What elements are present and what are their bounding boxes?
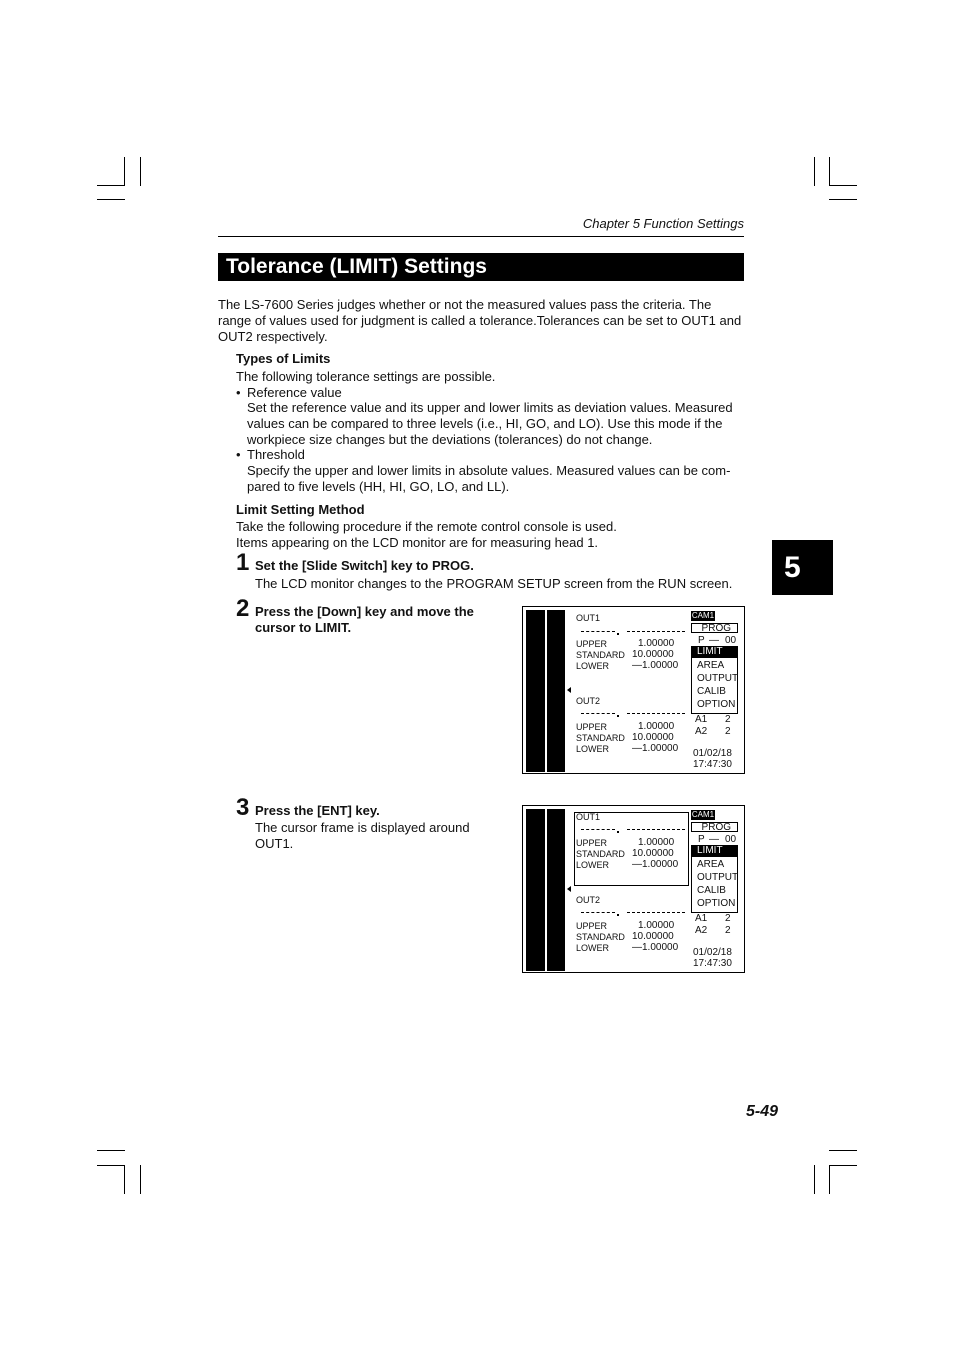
- method-desc: Take the following procedure if the remote control console is used. Items appearing on the LCD monitor are for measuring head 1.: [236, 519, 617, 550]
- program-p-label: P: [698, 834, 705, 845]
- crop-mark: [97, 199, 125, 200]
- menu-item-option[interactable]: OPTION: [697, 699, 736, 710]
- time: 17:47:30: [693, 759, 732, 770]
- lower-value: —1.00000: [632, 660, 679, 671]
- chapter-tab: 5: [772, 540, 833, 595]
- menu-item-option[interactable]: OPTION: [697, 898, 736, 909]
- lcd-screen-limit-cursor: [522, 606, 745, 774]
- a1-value: 2: [725, 913, 731, 924]
- standard-value: 10.00000: [632, 931, 674, 942]
- a1-value: 2: [725, 714, 731, 725]
- program-separator: —: [709, 635, 719, 646]
- lcd-black-bar: [547, 809, 565, 971]
- out2-label: OUT2: [576, 696, 601, 706]
- cursor-arrow-icon: [567, 687, 571, 693]
- menu-item-calib[interactable]: CALIB: [697, 885, 726, 896]
- reference-label: Reference value: [247, 385, 342, 400]
- step-2-title: Press the [Down] key and move the cursor to LIMIT.: [255, 604, 474, 635]
- program-number: 00: [725, 834, 737, 845]
- upper-label: UPPER: [576, 838, 608, 848]
- threshold-label: Threshold: [247, 447, 305, 462]
- step-1-desc: The LCD monitor changes to the PROGRAM SETUP screen from the RUN screen.: [255, 576, 733, 591]
- menu-item-output[interactable]: OUTPUT: [697, 872, 739, 883]
- page-title: Tolerance (LIMIT) Settings: [218, 253, 744, 281]
- standard-label: STANDARD: [576, 932, 625, 942]
- standard-label: STANDARD: [576, 650, 625, 660]
- crop-mark: [97, 1165, 125, 1166]
- crop-mark: [829, 1165, 830, 1194]
- crop-mark: [140, 157, 141, 186]
- menu-item-calib[interactable]: CALIB: [697, 686, 726, 697]
- lower-value: —1.00000: [632, 859, 679, 870]
- method-heading: Limit Setting Method: [236, 502, 365, 517]
- a1-label: A1: [695, 714, 708, 725]
- upper-label: UPPER: [576, 639, 608, 649]
- cursor-arrow-icon: [567, 886, 571, 892]
- out1-label: OUT1: [576, 613, 601, 623]
- menu-item-area[interactable]: AREA: [697, 859, 725, 870]
- upper-value: 1.00000: [638, 920, 675, 931]
- time: 17:47:30: [693, 958, 732, 969]
- standard-value: 10.00000: [632, 732, 674, 743]
- upper-value: 1.00000: [638, 721, 675, 732]
- step-3-desc: The cursor frame is displayed around OUT1.: [255, 820, 470, 851]
- date: 01/02/18: [693, 748, 732, 759]
- menu-item-limit[interactable]: LIMIT: [692, 845, 737, 857]
- intro-text: The LS-7600 Series judges whether or not the measured values pass the criteria. The range of values used for judgment is called a tolerance.Tolerances can be set to OUT1 and OUT2 respectively.: [218, 297, 742, 344]
- crop-mark: [124, 157, 125, 186]
- upper-label: UPPER: [576, 722, 608, 732]
- a2-value: 2: [725, 925, 731, 936]
- crop-mark: [829, 1150, 857, 1151]
- crop-mark: [814, 1165, 815, 1194]
- lcd-black-bar: [547, 610, 565, 772]
- out1-dash: [627, 829, 685, 830]
- types-lead: The following tolerance settings are possible.: [236, 369, 496, 384]
- standard-label: STANDARD: [576, 849, 625, 859]
- out1-label: OUT1: [576, 812, 601, 822]
- upper-value: 1.00000: [638, 638, 675, 649]
- step-1-number: 1: [236, 549, 250, 576]
- crop-mark: [829, 185, 857, 186]
- cam-badge: CAM1: [691, 611, 715, 620]
- out2-dash: [581, 912, 615, 913]
- menu-item-limit[interactable]: LIMIT: [692, 646, 737, 658]
- lcd-black-bar: [526, 610, 545, 772]
- lcd-screen-out1-frame: [522, 805, 745, 973]
- crop-mark: [829, 1165, 857, 1166]
- out2-dash: [581, 713, 615, 714]
- cam-badge: CAM1: [691, 810, 715, 819]
- threshold-desc: Specify the upper and lower limits in absolute values. Measured values can be com- pared to five levels (HH, HI, GO, LO, and LL).: [247, 463, 731, 494]
- decimal-point: [617, 831, 619, 833]
- a2-value: 2: [725, 726, 731, 737]
- upper-value: 1.00000: [638, 837, 675, 848]
- out1-dash: [581, 631, 615, 632]
- upper-label: UPPER: [576, 921, 608, 931]
- out1-dash: [627, 631, 685, 632]
- step-3-number: 3: [236, 794, 250, 821]
- menu-item-output[interactable]: OUTPUT: [697, 673, 739, 684]
- lower-value: —1.00000: [632, 942, 679, 953]
- header-rule: [218, 236, 744, 237]
- lower-label: LOWER: [576, 744, 610, 754]
- out2-label: OUT2: [576, 895, 601, 905]
- decimal-point: [617, 914, 619, 916]
- standard-value: 10.00000: [632, 848, 674, 859]
- a2-label: A2: [695, 726, 708, 737]
- a1-label: A1: [695, 913, 708, 924]
- crop-mark: [829, 199, 857, 200]
- out2-dash: [627, 912, 685, 913]
- page-number: 5-49: [745, 1103, 778, 1120]
- step-1-title: Set the [Slide Switch] key to PROG.: [255, 558, 474, 573]
- program-separator: —: [709, 834, 719, 845]
- date: 01/02/18: [693, 947, 732, 958]
- lower-label: LOWER: [576, 943, 610, 953]
- program-p-label: P: [698, 635, 705, 646]
- types-heading: Types of Limits: [236, 351, 331, 366]
- crop-mark: [124, 1165, 125, 1194]
- a2-label: A2: [695, 925, 708, 936]
- out2-dash: [627, 713, 685, 714]
- decimal-point: [617, 715, 619, 717]
- step-3-title: Press the [ENT] key.: [255, 803, 380, 818]
- lower-value: —1.00000: [632, 743, 679, 754]
- lcd-black-bar: [526, 809, 545, 971]
- crop-mark: [97, 1150, 125, 1151]
- lower-label: LOWER: [576, 661, 610, 671]
- prog-label: PROG: [691, 623, 738, 633]
- bullet-icon: •: [236, 447, 241, 462]
- crop-mark: [140, 1165, 141, 1194]
- out1-dash: [581, 829, 615, 830]
- lower-label: LOWER: [576, 860, 610, 870]
- chapter-header: Chapter 5 Function Settings: [582, 216, 744, 231]
- menu-item-area[interactable]: AREA: [697, 660, 725, 671]
- crop-mark: [829, 157, 830, 186]
- step-2-number: 2: [236, 595, 250, 622]
- crop-mark: [97, 185, 125, 186]
- prog-label: PROG: [691, 822, 738, 832]
- standard-value: 10.00000: [632, 649, 674, 660]
- bullet-icon: •: [236, 385, 241, 400]
- standard-label: STANDARD: [576, 733, 625, 743]
- program-number: 00: [725, 635, 737, 646]
- decimal-point: [617, 633, 619, 635]
- crop-mark: [814, 157, 815, 186]
- reference-desc: Set the reference value and its upper and lower limits as deviation values. Measured values can be compared to three levels (i.e., HI, GO, and LO). Use this mode if the workpiece size changes but the deviations (tolerances) do not change.: [247, 400, 733, 447]
